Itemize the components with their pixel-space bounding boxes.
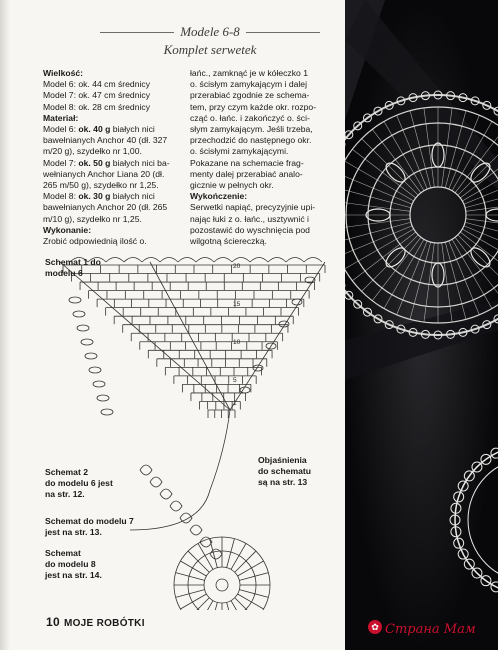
label-line: do modelu 6 jest — [45, 478, 113, 488]
text: łańc., zamknąć je w kółeczko 1 — [190, 68, 308, 78]
chart-spoke — [188, 551, 209, 572]
chart-row-number: 15 — [233, 301, 241, 308]
chart-right-edge — [230, 262, 325, 410]
chart-leaf — [81, 339, 93, 345]
text: przerabiać zgodnie ze schema- — [190, 90, 310, 101]
chart-spoke — [227, 602, 235, 610]
bold-text: ok. 30 g — [78, 191, 111, 202]
bold-text: ok. 40 g — [78, 124, 111, 135]
chart-spoke — [235, 551, 256, 572]
chart-leaf — [85, 353, 97, 359]
chart-center-ring-inner — [204, 567, 240, 603]
chart-arc — [286, 258, 304, 263]
text: wełnianych Anchor Liana 20 (dł. — [43, 168, 165, 179]
label-schemat-model-7 — [45, 516, 134, 538]
label-line: na str. 12. — [45, 489, 85, 499]
bold-text: Wielkość: — [43, 68, 84, 78]
label-schemat-2 — [45, 467, 113, 500]
text: Model 7: ok. 47 cm średnicy — [43, 90, 150, 101]
text: cząć o. łańc. i zakończyć o. ści- — [190, 112, 310, 123]
chart-leaf — [77, 325, 89, 331]
article-subtitle: Komplet serwetek — [163, 42, 257, 57]
label-line: do modelu 8 — [45, 559, 96, 569]
chart-row-number: 1 — [233, 400, 237, 407]
chart-arc — [106, 258, 124, 263]
text: Model 6: — [43, 124, 79, 135]
chart-row-number: 10 — [233, 339, 241, 346]
chart-leaf — [292, 299, 302, 305]
bold-text: Wykonanie: — [43, 224, 92, 235]
chart-arc — [304, 258, 322, 263]
text: białych nici — [110, 124, 155, 135]
text: pozostawić do wyschnięcia pod — [190, 224, 310, 235]
chart-arc — [232, 258, 250, 263]
chart-lower-center-circle — [130, 410, 270, 610]
text: Model 8: — [43, 191, 79, 202]
text: wilgotną ściereczką. — [190, 236, 267, 247]
text: białych nici ba- — [110, 157, 170, 168]
chart-row-number: 5 — [233, 377, 237, 384]
label-objasnienia — [258, 455, 311, 488]
chart-leaf — [101, 409, 113, 415]
chart-spoke — [180, 561, 206, 576]
label-line: Schemat — [45, 548, 81, 558]
text: m/10 g), szydełko nr 1,25. — [43, 213, 142, 224]
chart-leaf — [73, 311, 85, 317]
text: białych nici — [110, 191, 155, 202]
text: Zrobić odpowiednią ilość o. — [43, 236, 147, 247]
chart-center-dot — [216, 579, 228, 591]
chart-arc — [250, 258, 268, 263]
chart-spoke — [180, 594, 206, 609]
chart-leaf — [89, 367, 101, 373]
text: słym zamykającym. Jeśli trzeba, — [190, 124, 313, 135]
label-line: są na str. 13 — [258, 477, 308, 487]
label-line: Schemat 2 — [45, 467, 88, 477]
chart-fan-petal — [140, 465, 152, 475]
chart-arc — [178, 258, 196, 263]
chart-stem — [130, 410, 230, 530]
text: gicznie w pełnych okr. — [190, 180, 274, 191]
chart-fan-petal — [160, 489, 172, 499]
text: bawełnianych Anchor 40 (dł. 327 — [43, 135, 168, 146]
label-line: Schemat 1 do — [45, 257, 101, 267]
chart-arc — [160, 258, 178, 263]
label-schemat-1 — [45, 257, 101, 279]
chart-arc — [142, 258, 160, 263]
chart-leaf — [97, 395, 109, 401]
chart-outer-arcs — [69, 258, 322, 416]
text: o. ścisłymi zamykającymi. — [190, 146, 289, 157]
label-line: jest na str. 14. — [45, 570, 102, 580]
chart-spoke — [231, 543, 246, 569]
bold-text: Wykończenie: — [190, 191, 248, 202]
text: m/20 g), szydełko nr 1,00. — [43, 146, 142, 157]
chart-arc — [196, 258, 214, 263]
text: menty dalej przerabiać analo- — [190, 168, 303, 179]
label-line: Objaśnienia — [258, 455, 307, 465]
chart-leaf — [93, 381, 105, 387]
watermark-logo-icon: ✿ — [368, 620, 382, 634]
bold-text: ok. 50 g — [78, 157, 111, 168]
chart-spoke — [238, 561, 264, 576]
page-number: 10 — [46, 615, 60, 629]
model-title: Modele 6-8 — [180, 24, 240, 39]
text: Model 8: ok. 28 cm średnicy — [43, 101, 150, 112]
text: o. ścisłym zamykającym i dalej — [190, 79, 307, 90]
chart-arc — [124, 258, 142, 263]
chart-leaf — [240, 387, 250, 393]
chart-fan-petal — [150, 477, 162, 487]
label-line: modelu 6 — [45, 268, 83, 278]
text: Pokazane na schemacie frag- — [190, 157, 304, 168]
chart-diagonal — [150, 262, 230, 410]
chart-fan-petal — [170, 501, 182, 511]
text: tem, przy czym każde okr. rozpo- — [190, 101, 317, 112]
text: 265 m/50 g), szydełko nr 1,25. — [43, 180, 159, 191]
chart-wedge-schemat-1 — [60, 262, 325, 418]
chart-left-edge — [60, 262, 230, 410]
label-line: jest na str. 13. — [45, 527, 102, 537]
chart-fan-petal — [210, 549, 222, 559]
text: Model 7: — [43, 157, 79, 168]
doily-photo-image — [345, 0, 498, 650]
text: nając łuki z o. łańc., usztywnić i — [190, 213, 309, 224]
page-footer — [46, 615, 145, 629]
magazine-name: MOJE ROBÓTKI — [63, 618, 145, 629]
watermark-text: Страна Мам — [385, 622, 476, 637]
bold-text: Materiał: — [43, 112, 79, 123]
chart-arc — [268, 258, 286, 263]
chart-spoke — [238, 594, 264, 609]
chart-row-number: 20 — [233, 263, 241, 270]
chart-fan-petal — [190, 525, 202, 535]
chart-arc — [214, 258, 232, 263]
text: przechodzić do następnego okr. — [190, 135, 312, 146]
text: bawełnianych Anchor 20 (dł. 265 — [43, 202, 168, 213]
label-schemat-model-8 — [45, 548, 102, 581]
doily-photograph — [345, 0, 498, 650]
chart-spoke — [210, 602, 218, 610]
label-line: do schematu — [258, 466, 312, 476]
text: Model 6: ok. 44 cm średnicy — [43, 79, 150, 90]
label-line: Schemat do modelu 7 — [45, 516, 134, 526]
text: Serwetki napiąć, precyzyjnie upi- — [190, 202, 316, 213]
chart-leaf — [69, 297, 81, 303]
